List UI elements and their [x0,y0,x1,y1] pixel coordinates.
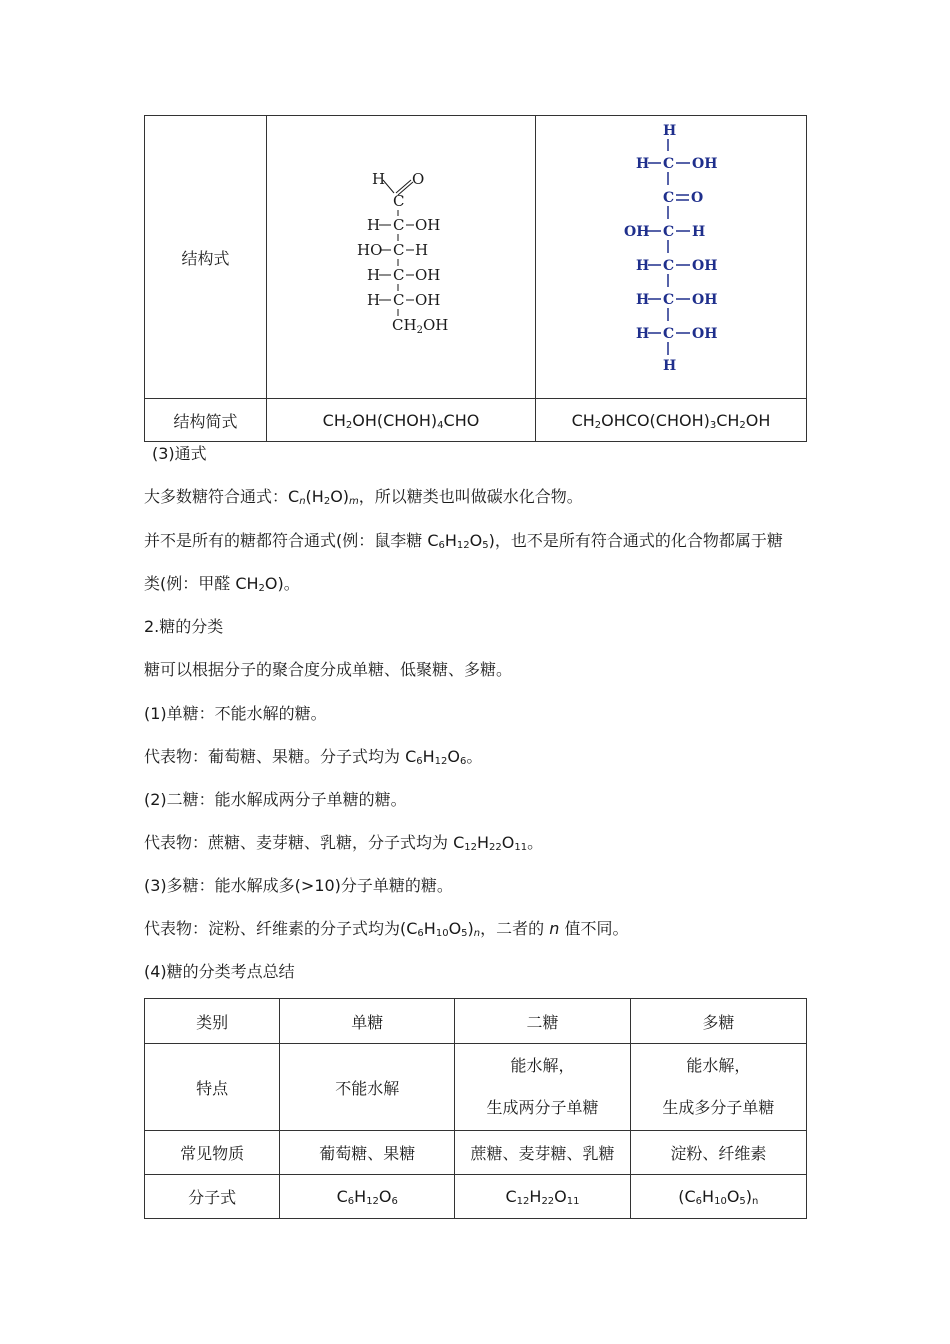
glucose-structure-image [267,116,535,394]
svg-text:H: H [636,292,650,308]
svg-text:OH: OH [692,292,718,308]
svg-text:H: H [636,156,650,172]
svg-text:OH: OH [415,291,441,309]
svg-text:O: O [691,190,704,206]
header-mono: 单糖 [280,999,455,1044]
header-di: 二糖 [455,999,630,1044]
svg-text:C: C [663,258,675,274]
svg-text:CH2OH: $CH_2OH$ [392,316,449,336]
row-formula-di: $C_{12}H_{22}O_{11}$ [455,1175,630,1219]
svg-text:C: C [663,156,675,172]
svg-text:H: H [415,241,429,259]
row-common-label: 常见物质 [145,1131,280,1175]
row-common-mono: 葡萄糖、果糖 [280,1131,455,1175]
svg-text:C: C [663,224,675,240]
svg-text:OH: OH [415,266,441,284]
svg-text:C: C [393,266,405,284]
poly-definition: (3)多糖：能水解成多(>10)分子单糖的糖。 [144,876,453,895]
mono-examples: 代表物：葡萄糖、果糖。分子式均为 $C_6H_{12}O_6$。 [144,747,483,767]
structure-table [144,115,807,442]
svg-text:OH: OH [692,156,718,172]
fructose-simple-cell [536,399,807,442]
fructose-structure-image [536,116,806,394]
row-feature-di [455,1044,630,1131]
svg-text:HO: HO [357,241,383,259]
classification-table [144,998,807,1219]
struct-label-cell [145,116,267,399]
header-poly: 多糖 [630,999,806,1044]
simple-label: 结构简式 [173,411,238,431]
row-feature-poly [630,1044,806,1131]
svg-text:H: H [372,170,386,188]
row-common-di: 蔗糖、麦芽糖、乳糖 [455,1131,630,1175]
poly-feature-line2: 生成多分子单糖 [662,1098,775,1117]
svg-text:H: H [636,326,650,342]
glucose-struct-cell [267,116,536,399]
header-category: 类别 [145,999,280,1044]
svg-text:H: H [663,123,677,139]
svg-text:H: H [663,358,677,374]
classification-heading: 2.糖的分类 [144,617,224,636]
svg-text:C: C [393,216,405,234]
row-formula-label: 分子式 [145,1175,280,1219]
svg-text:H: H [692,224,706,240]
svg-text:H: H [636,258,650,274]
row-feature-label: 特点 [145,1044,280,1131]
row-feature-mono: 不能水解 [280,1044,455,1131]
general-formula-para: 大多数糖符合通式：$C_n(H_2O)_m$，所以糖类也叫做碳水化合物。 [144,487,583,507]
svg-text:OH: OH [415,216,441,234]
di-feature-line1: 能水解， [510,1056,575,1075]
row-common-poly: 淀粉、纤维素 [630,1131,806,1175]
exception-para-line2: 类(例：甲醛 $CH_2O$)。 [144,574,300,594]
svg-text:H: H [367,266,381,284]
svg-text:OH: OH [692,258,718,274]
glucose-simple-formula: $CH_2OH(CHOH)_4CHO$ [322,410,480,431]
svg-text:C: C [393,241,405,259]
glucose-simple-cell [267,399,536,442]
svg-text:OH: OH [624,224,650,240]
classification-intro: 糖可以根据分子的聚合度分成单糖、低聚糖、多糖。 [144,660,513,679]
poly-feature-line1: 能水解， [686,1056,751,1075]
svg-text:H: H [367,291,381,309]
exception-para-line1: 并不是所有的糖都符合通式(例：鼠李糖 $C_6H_{12}O_5$)，也不是所有符合通式的化合物都属于糖 [144,531,783,551]
poly-examples: 代表物：淀粉、纤维素的分子式均为$(C_6H_{10}O_5)_n$，二者的 n 值不同。 [144,919,629,939]
summary-heading: (4)糖的分类考点总结 [144,962,295,981]
di-feature-line2: 生成两分子单糖 [486,1098,599,1117]
svg-text:C: C [663,326,675,342]
di-examples: 代表物：蔗糖、麦芽糖、乳糖，分子式均为 $C_{12}H_{22}O_{11}$。 [144,833,544,853]
svg-text:C: C [663,292,675,308]
row-formula-poly: $(C_6H_{10}O_5)_n$ [630,1175,806,1219]
general-formula-heading: (3)通式 [152,444,207,463]
svg-text:OH: OH [692,326,718,342]
svg-text:C: C [663,190,675,206]
struct-label: 结构式 [181,248,230,268]
svg-text:H: H [367,216,381,234]
svg-text:C: C [393,192,405,210]
svg-text:C: C [393,291,405,309]
di-definition: (2)二糖：能水解成两分子单糖的糖。 [144,790,407,809]
row-formula-mono: $C_6H_{12}O_6$ [280,1175,455,1219]
mono-definition: (1)单糖：不能水解的糖。 [144,704,327,723]
svg-text:O: O [412,170,425,188]
simple-label-cell [145,399,267,442]
fructose-simple-formula: $CH_2OHCO(CHOH)_3CH_2OH$ [571,410,771,431]
fructose-struct-cell [536,116,807,399]
